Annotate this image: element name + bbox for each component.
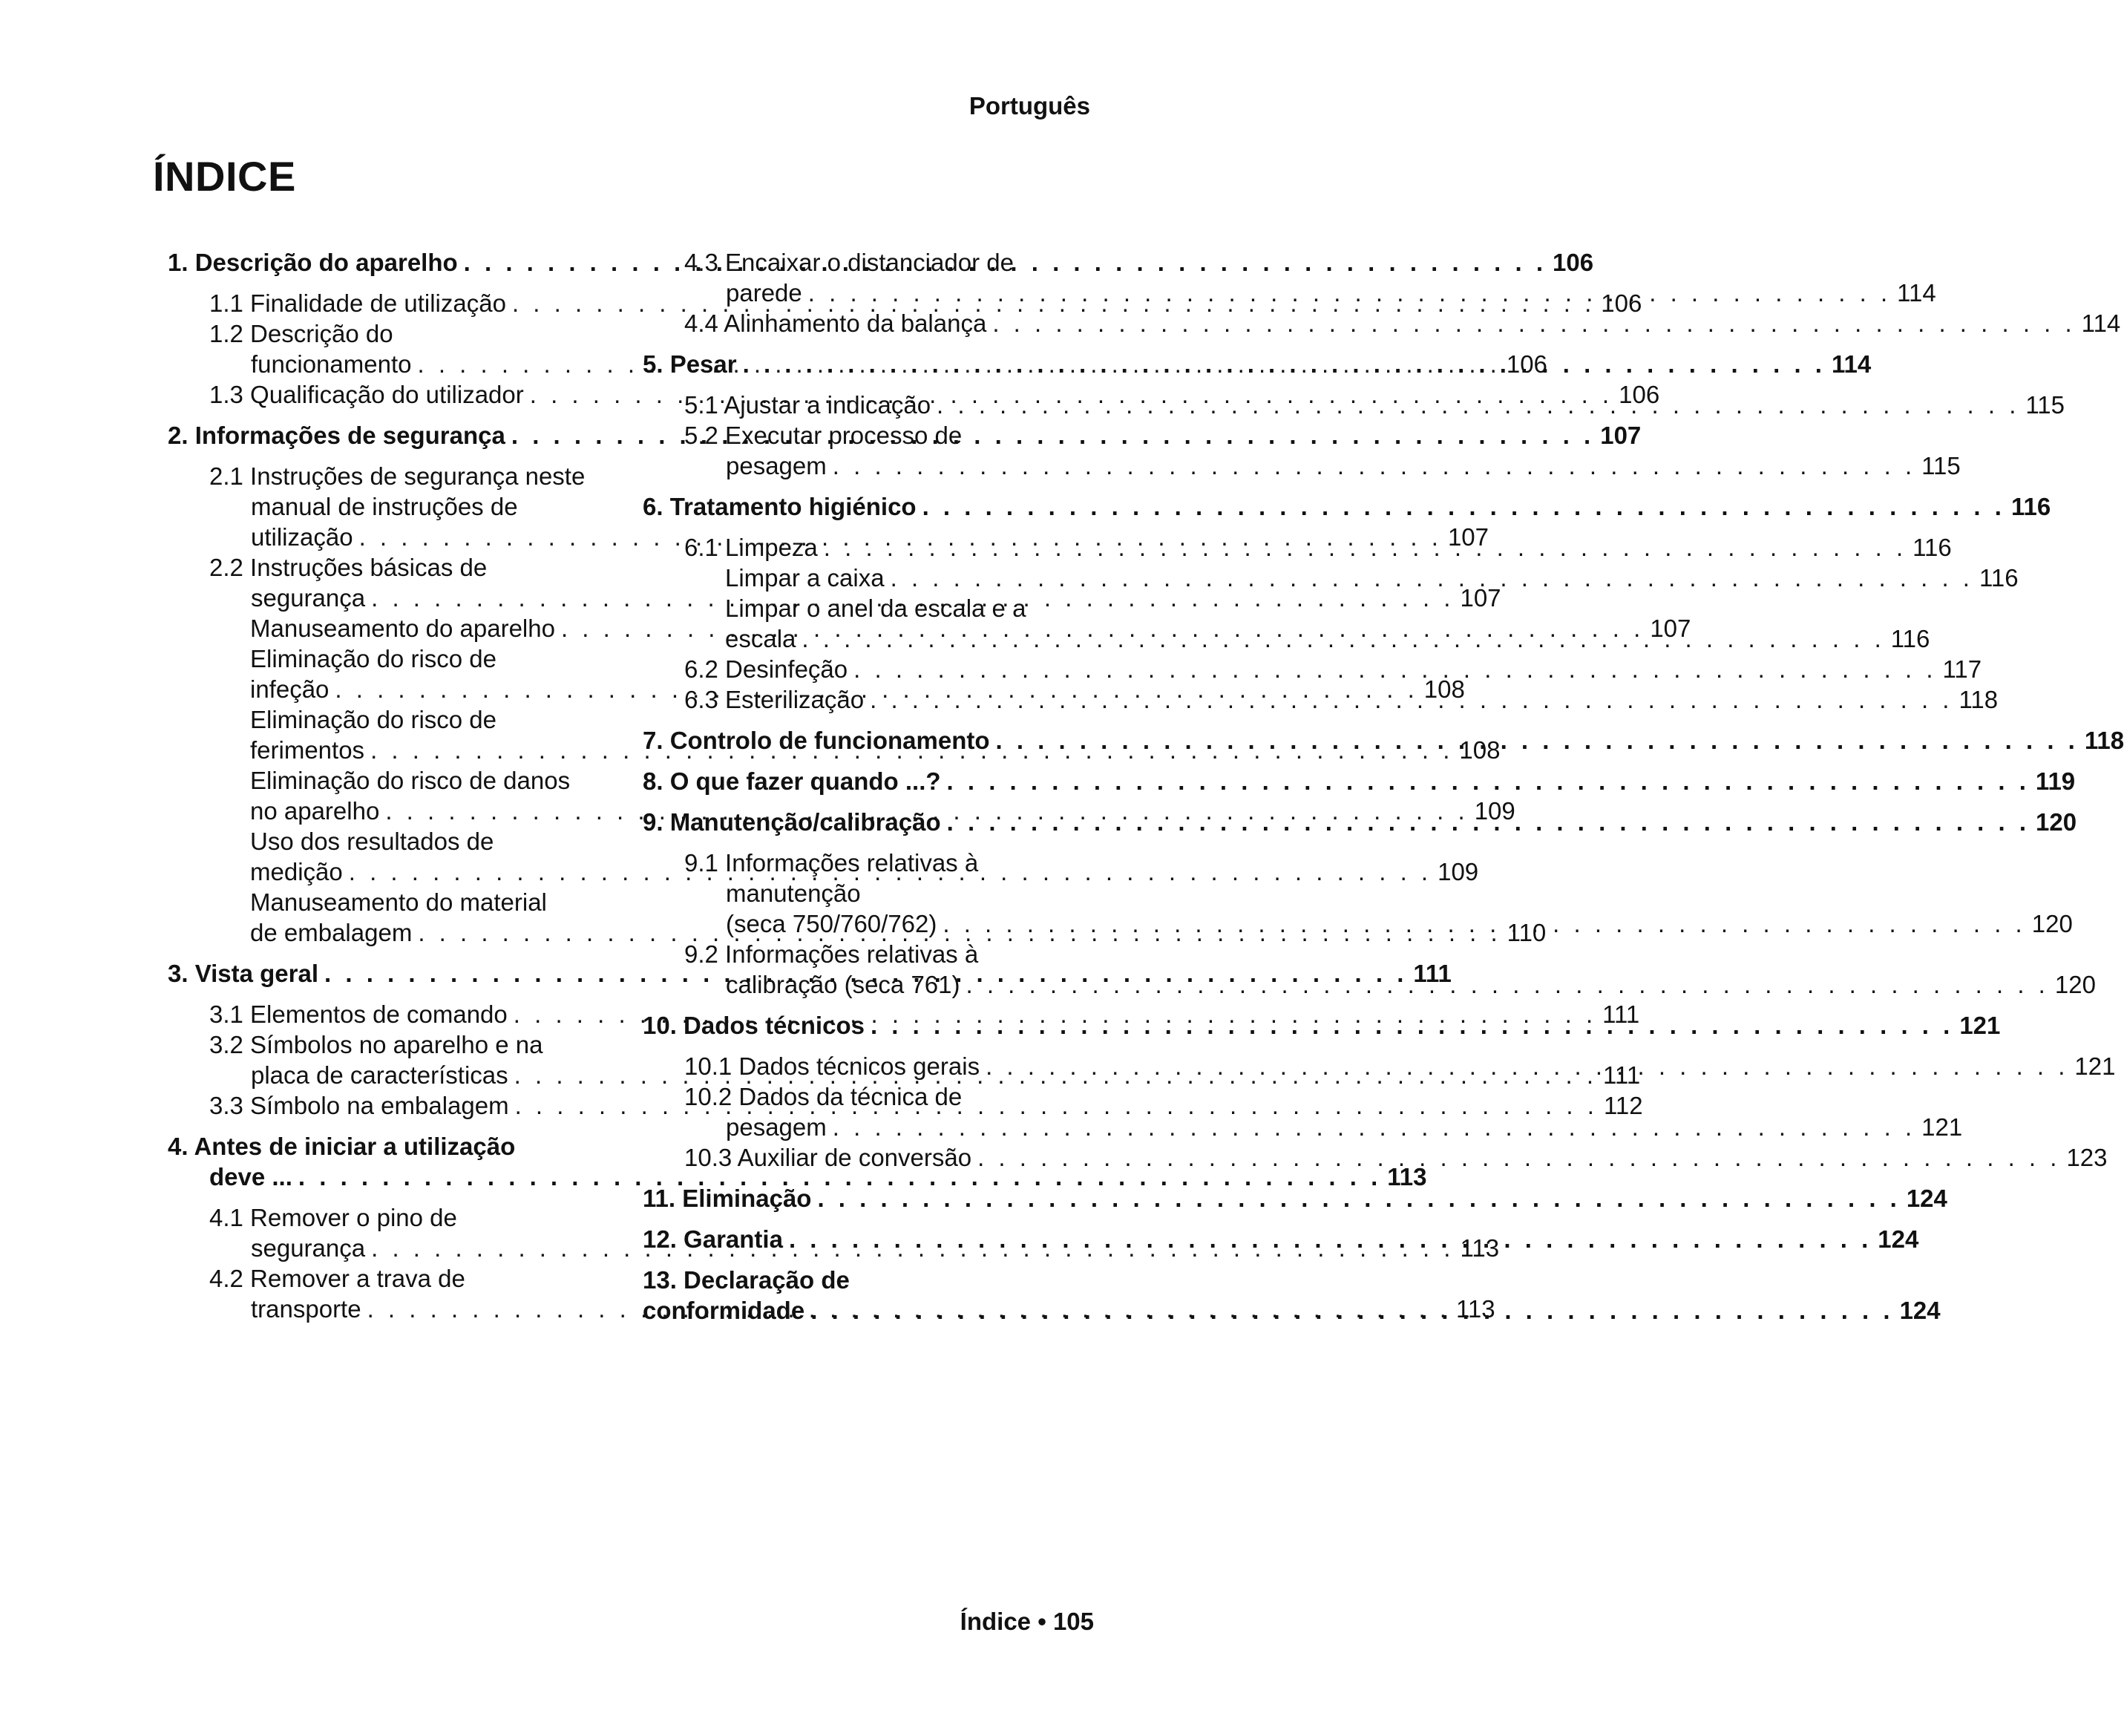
toc-page-number: 107 — [1460, 584, 1501, 612]
toc-entry-line: 4.4 Alinhamento da balança — [684, 309, 987, 337]
toc-page-number: 120 — [2054, 971, 2096, 998]
toc-entry-line: 4.1 Remover o pino de — [209, 1204, 457, 1231]
toc-entry-leader-row — [643, 766, 2076, 796]
toc-page-number: 123 — [2066, 1144, 2108, 1171]
toc-page-number: 117 — [1942, 655, 1982, 683]
toc-entry-line: segurança — [251, 1234, 366, 1262]
toc-entry-line: utilização — [251, 523, 353, 551]
toc-entry-line: segurança — [251, 584, 366, 612]
toc-entry-leader-row — [684, 1142, 2108, 1173]
toc-entry-line: 6.3 Esterilização — [684, 686, 865, 713]
toc-entry-line: pesagem — [726, 1113, 827, 1141]
toc-entry[interactable] — [643, 308, 2121, 338]
toc-entry-line: 8. O que fazer quando ...? — [643, 767, 941, 795]
toc-page-number: 111 — [1602, 1000, 1640, 1028]
toc-page-number: 124 — [1899, 1297, 1941, 1324]
dot-leader — [824, 532, 1907, 563]
dot-leader — [817, 1183, 1900, 1213]
toc-entry-line: 10.2 Dados da técnica de — [684, 1083, 963, 1110]
toc-entry-line: (seca 750/760/762) — [726, 910, 937, 937]
toc-entry-line: Manuseamento do aparelho — [250, 615, 555, 642]
toc-entry-leader-row — [725, 563, 2019, 593]
toc-page-number: 118 — [2084, 727, 2124, 754]
toc-entry-line: pesagem — [726, 452, 827, 479]
toc-page-number: 109 — [1438, 858, 1479, 885]
toc-entry-line: Limpar o anel da escala e a — [725, 595, 1026, 622]
toc-page-number: 108 — [1459, 736, 1501, 764]
toc-page-number: 116 — [2010, 493, 2051, 520]
toc-page-number: 106 — [1506, 350, 1547, 378]
dot-leader — [808, 279, 1891, 307]
toc-entry-line: Uso dos resultados de — [250, 828, 494, 855]
dot-leader — [871, 1010, 1953, 1041]
toc-entry-line: 2.2 Instruções básicas de — [209, 554, 488, 581]
dot-leader — [853, 654, 1936, 684]
toc-entry-leader-row — [684, 451, 1961, 481]
toc-entry-line: no aparelho — [250, 797, 380, 825]
dot-leader — [922, 491, 2005, 522]
toc-page-number: 121 — [2074, 1052, 2116, 1080]
page-title: ÍNDICE — [153, 153, 296, 200]
dot-leader — [833, 452, 1915, 479]
dot-leader — [802, 625, 1884, 652]
dot-leader — [986, 1051, 2068, 1081]
toc-entry-line: escala — [725, 625, 796, 652]
dot-leader — [833, 1113, 1915, 1141]
dot-leader — [810, 1297, 1893, 1324]
toc-page-number: 114 — [1831, 350, 1872, 378]
toc-page-number: 116 — [1912, 534, 1952, 561]
toc-entry-line: medição — [250, 858, 343, 885]
toc-entry-line: placa de características — [251, 1061, 508, 1089]
footer-section: Índice — [960, 1608, 1032, 1635]
toc-entry-line: Eliminação do risco de — [250, 645, 496, 672]
toc-entry[interactable] — [643, 766, 2076, 796]
toc-page-number: 111 — [1413, 960, 1452, 987]
toc-page-number: 107 — [1447, 523, 1489, 551]
toc-entry[interactable] — [643, 563, 2019, 593]
toc-entry-line: 1.2 Descrição do — [209, 320, 393, 347]
toc-entry-leader-row — [643, 1183, 1947, 1213]
toc-entry-line: 1. Descrição do aparelho — [168, 249, 458, 276]
toc-entry-line: 3. Vista geral — [168, 960, 319, 987]
toc-entry-line: Eliminação do risco de danos — [250, 767, 571, 794]
dot-leader — [943, 910, 2025, 937]
dot-leader — [977, 1142, 2060, 1173]
toc-page-number: 106 — [1601, 289, 1642, 317]
toc-entry-line: 1.1 Finalidade de utilização — [209, 289, 506, 317]
dot-leader — [947, 766, 2030, 796]
toc-page-number: 118 — [1959, 686, 1999, 713]
toc-entry-line: 4.2 Remover a trava de — [209, 1265, 465, 1292]
toc-page-number: 116 — [1979, 564, 2019, 592]
toc-page-number: 116 — [1890, 625, 1930, 652]
toc-page-number: 106 — [1553, 249, 1594, 276]
toc-entry[interactable] — [643, 1142, 2108, 1173]
toc-entry-line: 11. Eliminação — [643, 1185, 812, 1212]
toc-page-number: 121 — [1921, 1113, 1963, 1141]
toc-entry-leader-row — [684, 654, 1982, 684]
toc-page-number: 113 — [1387, 1163, 1427, 1190]
dot-leader — [743, 349, 1826, 379]
toc-page-number: 111 — [1603, 1061, 1641, 1089]
toc-entry-line: manual de instruções de — [251, 493, 518, 520]
dot-leader — [891, 563, 1973, 593]
toc-entry-line: 4.3 Encaixar o distanciador de — [684, 249, 1014, 276]
toc-entry-leader-row — [643, 491, 2051, 522]
toc-entry-line: 3.1 Elementos de comando — [209, 1000, 508, 1028]
toc-entry-line: 6.2 Desinfeção — [684, 655, 848, 683]
dot-leader — [947, 807, 2030, 837]
toc-entry-line: 12. Garantia — [643, 1225, 783, 1253]
toc-page-number: 120 — [2031, 910, 2073, 937]
page-footer — [960, 1608, 1094, 1636]
toc-entry-leader-row — [684, 308, 2121, 338]
dot-leader — [870, 684, 1953, 715]
toc-page-number: 109 — [1474, 797, 1515, 825]
toc-page-number: 124 — [1906, 1185, 1947, 1212]
toc-entry-line: 9. Manutenção/calibração — [643, 808, 941, 836]
toc-entry-line: 3.3 Símbolo na embalagem — [209, 1092, 509, 1119]
toc-page-number: 112 — [1603, 1092, 1643, 1119]
footer-bullet: • — [1038, 1608, 1046, 1635]
toc-page-number: 121 — [1959, 1012, 2001, 1039]
toc-page-number: 113 — [1460, 1234, 1500, 1262]
toc-entry-line: 5.1 Ajustar a indicação — [684, 391, 931, 419]
toc-entry-line: 1.3 Qualificação do utilizador — [209, 381, 524, 408]
toc-entry-line: 7. Controlo de funcionamento — [643, 727, 990, 754]
toc-entry-line: ferimentos — [250, 736, 365, 764]
toc-entry-line: 2.1 Instruções de segurança neste — [209, 462, 586, 490]
toc-entry-line: 10. Dados técnicos — [643, 1012, 865, 1039]
footer-page-number: 105 — [1052, 1608, 1094, 1635]
dot-leader — [966, 971, 2049, 998]
toc-entry-line: conformidade — [643, 1297, 805, 1324]
toc-page-number: 107 — [1650, 615, 1691, 642]
toc-page-number: 113 — [1455, 1295, 1495, 1323]
toc-page-number: 107 — [1600, 422, 1642, 449]
toc-entry-line: Manuseamento do material — [250, 888, 547, 916]
toc-page-number: 119 — [2035, 767, 2076, 795]
toc-page-number: 110 — [1507, 919, 1547, 946]
toc-entry-line: 4. Antes de iniciar a utilização — [168, 1133, 516, 1160]
toc-entry-line: 13. Declaração de — [643, 1266, 850, 1294]
toc-entry[interactable] — [643, 654, 1982, 684]
dot-leader — [789, 1224, 1872, 1254]
toc-entry-line: deve ... — [209, 1163, 292, 1190]
dot-leader — [992, 308, 2075, 338]
toc-page-number: 106 — [1619, 381, 1660, 408]
toc-page-number: 108 — [1423, 675, 1465, 703]
toc-entry-line: Eliminação do risco de — [250, 706, 496, 733]
toc-entry-leader-row — [168, 1162, 1427, 1192]
toc-entry-line: de embalagem — [250, 919, 413, 946]
toc-entry-line: 10.3 Auxiliar de conversão — [684, 1144, 972, 1171]
toc-entry-line: 5.2 Executar processo de — [684, 422, 963, 449]
toc-entry-line: 2. Informações de segurança — [168, 422, 505, 449]
dot-leader — [937, 390, 2019, 420]
toc-page-number: 114 — [1897, 279, 1936, 307]
toc-page-number: 120 — [2036, 808, 2077, 836]
dot-leader — [996, 725, 2079, 756]
toc-entry-line: Limpar a caixa — [725, 564, 885, 592]
toc-entry[interactable] — [643, 491, 2051, 522]
toc-page-number: 114 — [2081, 309, 2121, 337]
toc-entry-line: 6. Tratamento higiénico — [643, 493, 917, 520]
toc-entry-line: funcionamento — [251, 350, 412, 378]
toc-page-number: 115 — [2025, 391, 2065, 419]
toc-entry-line: 3.2 Símbolos no aparelho e na — [209, 1031, 543, 1058]
toc-entry-line: 9.1 Informações relativas à — [684, 849, 979, 877]
toc-entry-leader-row — [684, 1112, 1963, 1142]
toc-page-number: 115 — [1921, 452, 1961, 479]
language-label: Português — [968, 92, 1090, 119]
toc-page-number: 124 — [1878, 1225, 1919, 1253]
toc-entry[interactable] — [643, 1183, 1947, 1213]
toc-entry-line: 9.2 Informações relativas à — [684, 940, 979, 968]
toc-entry-line: 5. Pesar — [643, 350, 737, 378]
toc-entry-line: infeção — [250, 675, 330, 703]
toc-entry-line: transporte — [251, 1295, 361, 1323]
toc-entry-line: 6.1 Limpeza — [684, 534, 818, 561]
toc-entry-line: calibração (seca 761) — [726, 971, 960, 998]
toc-entry-line: 10.1 Dados técnicos gerais — [684, 1052, 980, 1080]
toc-entry-line: parede — [726, 279, 802, 307]
toc-entry-line: manutenção — [726, 880, 861, 907]
